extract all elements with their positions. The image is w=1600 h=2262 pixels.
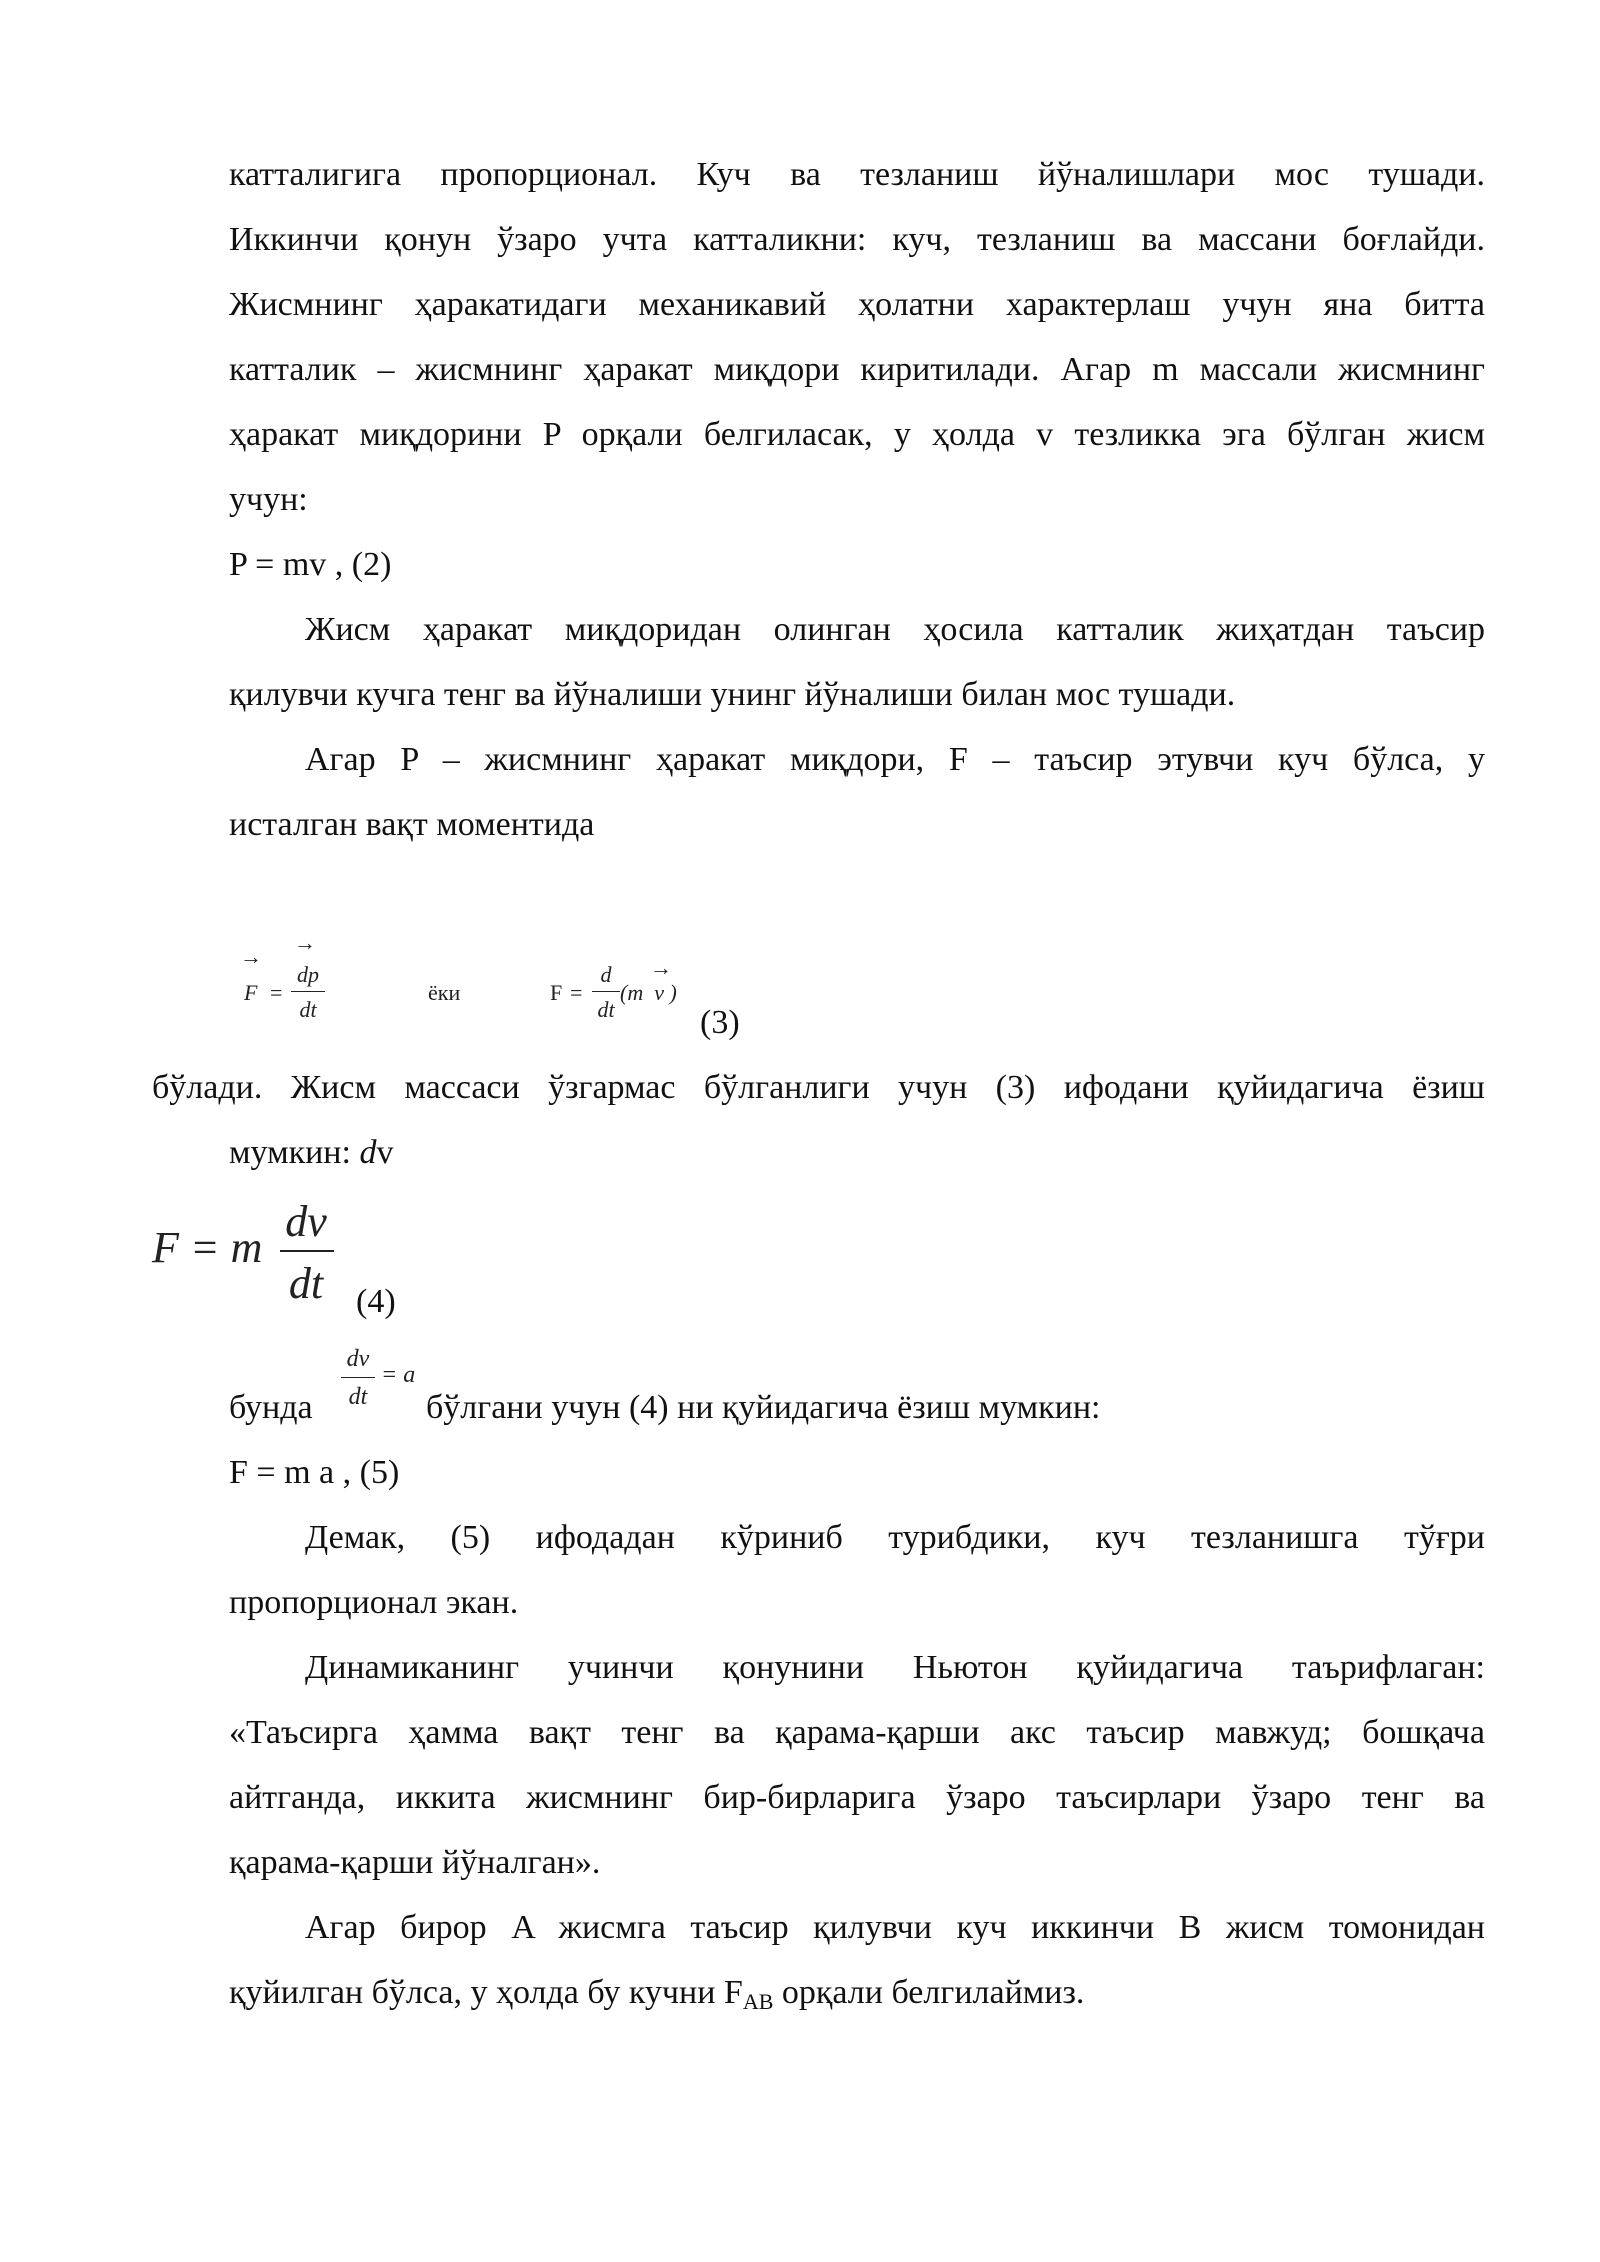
formula-4-numerator: dv — [285, 1197, 327, 1246]
formula-3-right-denominator: dt — [597, 997, 615, 1022]
formula-a-denominator: dt — [348, 1384, 368, 1410]
fraction-bar — [291, 991, 325, 992]
text-run: орқали белгилаймиз. — [773, 1974, 1085, 2011]
paragraph-line: бўлади. Жисм массаси ўзгармас бўлганлиги учун (3) ифодани қуйидагича ёзиш — [152, 1069, 1485, 1106]
paragraph-line: катталигига пропорционал. Куч ва тезланиш йўналишлари мос тушади. — [229, 156, 1485, 193]
paragraph-line: Демак, (5) ифодадан кўриниб турибдики, куч тезланишга тўғри — [305, 1519, 1485, 1556]
vector-arrow-icon: → — [240, 944, 262, 969]
fraction-bar — [592, 991, 620, 992]
paragraph-line: Динамиканинг учинчи қонунини Ньютон қуйидагича таърифлаган: — [305, 1649, 1485, 1686]
formula-a-numerator: dv — [346, 1346, 370, 1372]
paragraph-line: Агар P – жисмнинг ҳаракат миқдори, F – таъсир этувчи куч бўлса, у — [305, 741, 1485, 778]
paragraph-line: қарама-қарши йўналган». — [229, 1844, 601, 1881]
paragraph-line: Жисмнинг ҳаракатидаги механикавий ҳолатни характерлаш учун яна битта — [229, 286, 1485, 323]
paragraph-line-start: бунда — [229, 1389, 313, 1426]
paragraph-line: «Таъсирга ҳамма вақт тенг ва қарама-қарши акс таъсир мавжуд; бошқача — [229, 1714, 1485, 1751]
formula-3-left-denominator: dt — [299, 997, 317, 1022]
text-run: мумкин: — [229, 1134, 360, 1171]
formula-a-rhs: = a — [381, 1362, 416, 1388]
italic-d: d — [359, 1134, 377, 1171]
paragraph-line-end: бўлгани учун (4) ни қуйидагича ёзиш мумкин: — [426, 1389, 1101, 1426]
paragraph-line: учун: — [229, 481, 308, 518]
formula-3-or-word: ёки — [428, 980, 461, 1005]
fraction-bar — [341, 1377, 375, 1378]
paragraph-line — [229, 1976, 1084, 2013]
formula-3-right-paren: (m v ) — [620, 980, 677, 1005]
paragraph-line: Иккинчи қонун ўзаро учта катталикни: куч, тезланиш ва массани боғлайди. — [229, 221, 1485, 258]
paragraph-line: катталик – жисмнинг ҳаракат миқдори киритилади. Агар m массали жисмнинг — [229, 351, 1485, 388]
formula-3-left-f: F — [244, 980, 258, 1005]
subscript-ab: AB — [742, 1989, 774, 2014]
equation-2: P = mv , (2) — [229, 546, 392, 583]
formula-4-denominator: dt — [288, 1259, 324, 1308]
paragraph-line: айтганда, иккита жисмнинг бир-бирларига ўзаро таъсирлари ўзаро тенг ва — [229, 1779, 1485, 1816]
formula-3-left-eq: = — [270, 980, 283, 1005]
paragraph-line: қилувчи кучга тенг ва йўналиши унинг йўналиши билан мос тушади. — [229, 676, 1236, 713]
formula-3-left-numerator: dp — [297, 962, 319, 987]
paragraph-line: Жисм ҳаракат миқдоридан олинган ҳосила катталик жиҳатдан таъсир — [305, 611, 1485, 648]
equation-3-number: (3) — [700, 1004, 740, 1041]
text-run: қуйилган бўлса, у ҳолда бу кучни F — [229, 1974, 743, 2011]
formula-3-right-numerator: d — [600, 962, 612, 987]
fraction-bar — [280, 1250, 334, 1252]
formula-3-right-eq: = — [570, 980, 583, 1005]
formula-3-right-f: F — [550, 980, 563, 1005]
paragraph-line: ҳаракат миқдорини P орқали белгиласак, у ҳолда v тезликка эга бўлган жисм — [229, 416, 1485, 453]
text-run: v — [376, 1134, 394, 1171]
vector-arrow-icon: → — [650, 955, 672, 980]
paragraph-line: исталган вақт моментида — [229, 806, 595, 843]
paragraph-line — [229, 1136, 393, 1170]
paragraph-line: пропорционал экан. — [229, 1584, 519, 1621]
equation-5: F = m a , (5) — [229, 1454, 400, 1491]
paragraph-line: Агар бирор A жисмга таъсир қилувчи куч иккинчи B жисм томонидан — [305, 1909, 1485, 1946]
equation-4-number: (4) — [356, 1283, 396, 1320]
formula-4-lhs: F = m — [152, 1223, 263, 1272]
vector-arrow-icon: → — [294, 930, 316, 955]
